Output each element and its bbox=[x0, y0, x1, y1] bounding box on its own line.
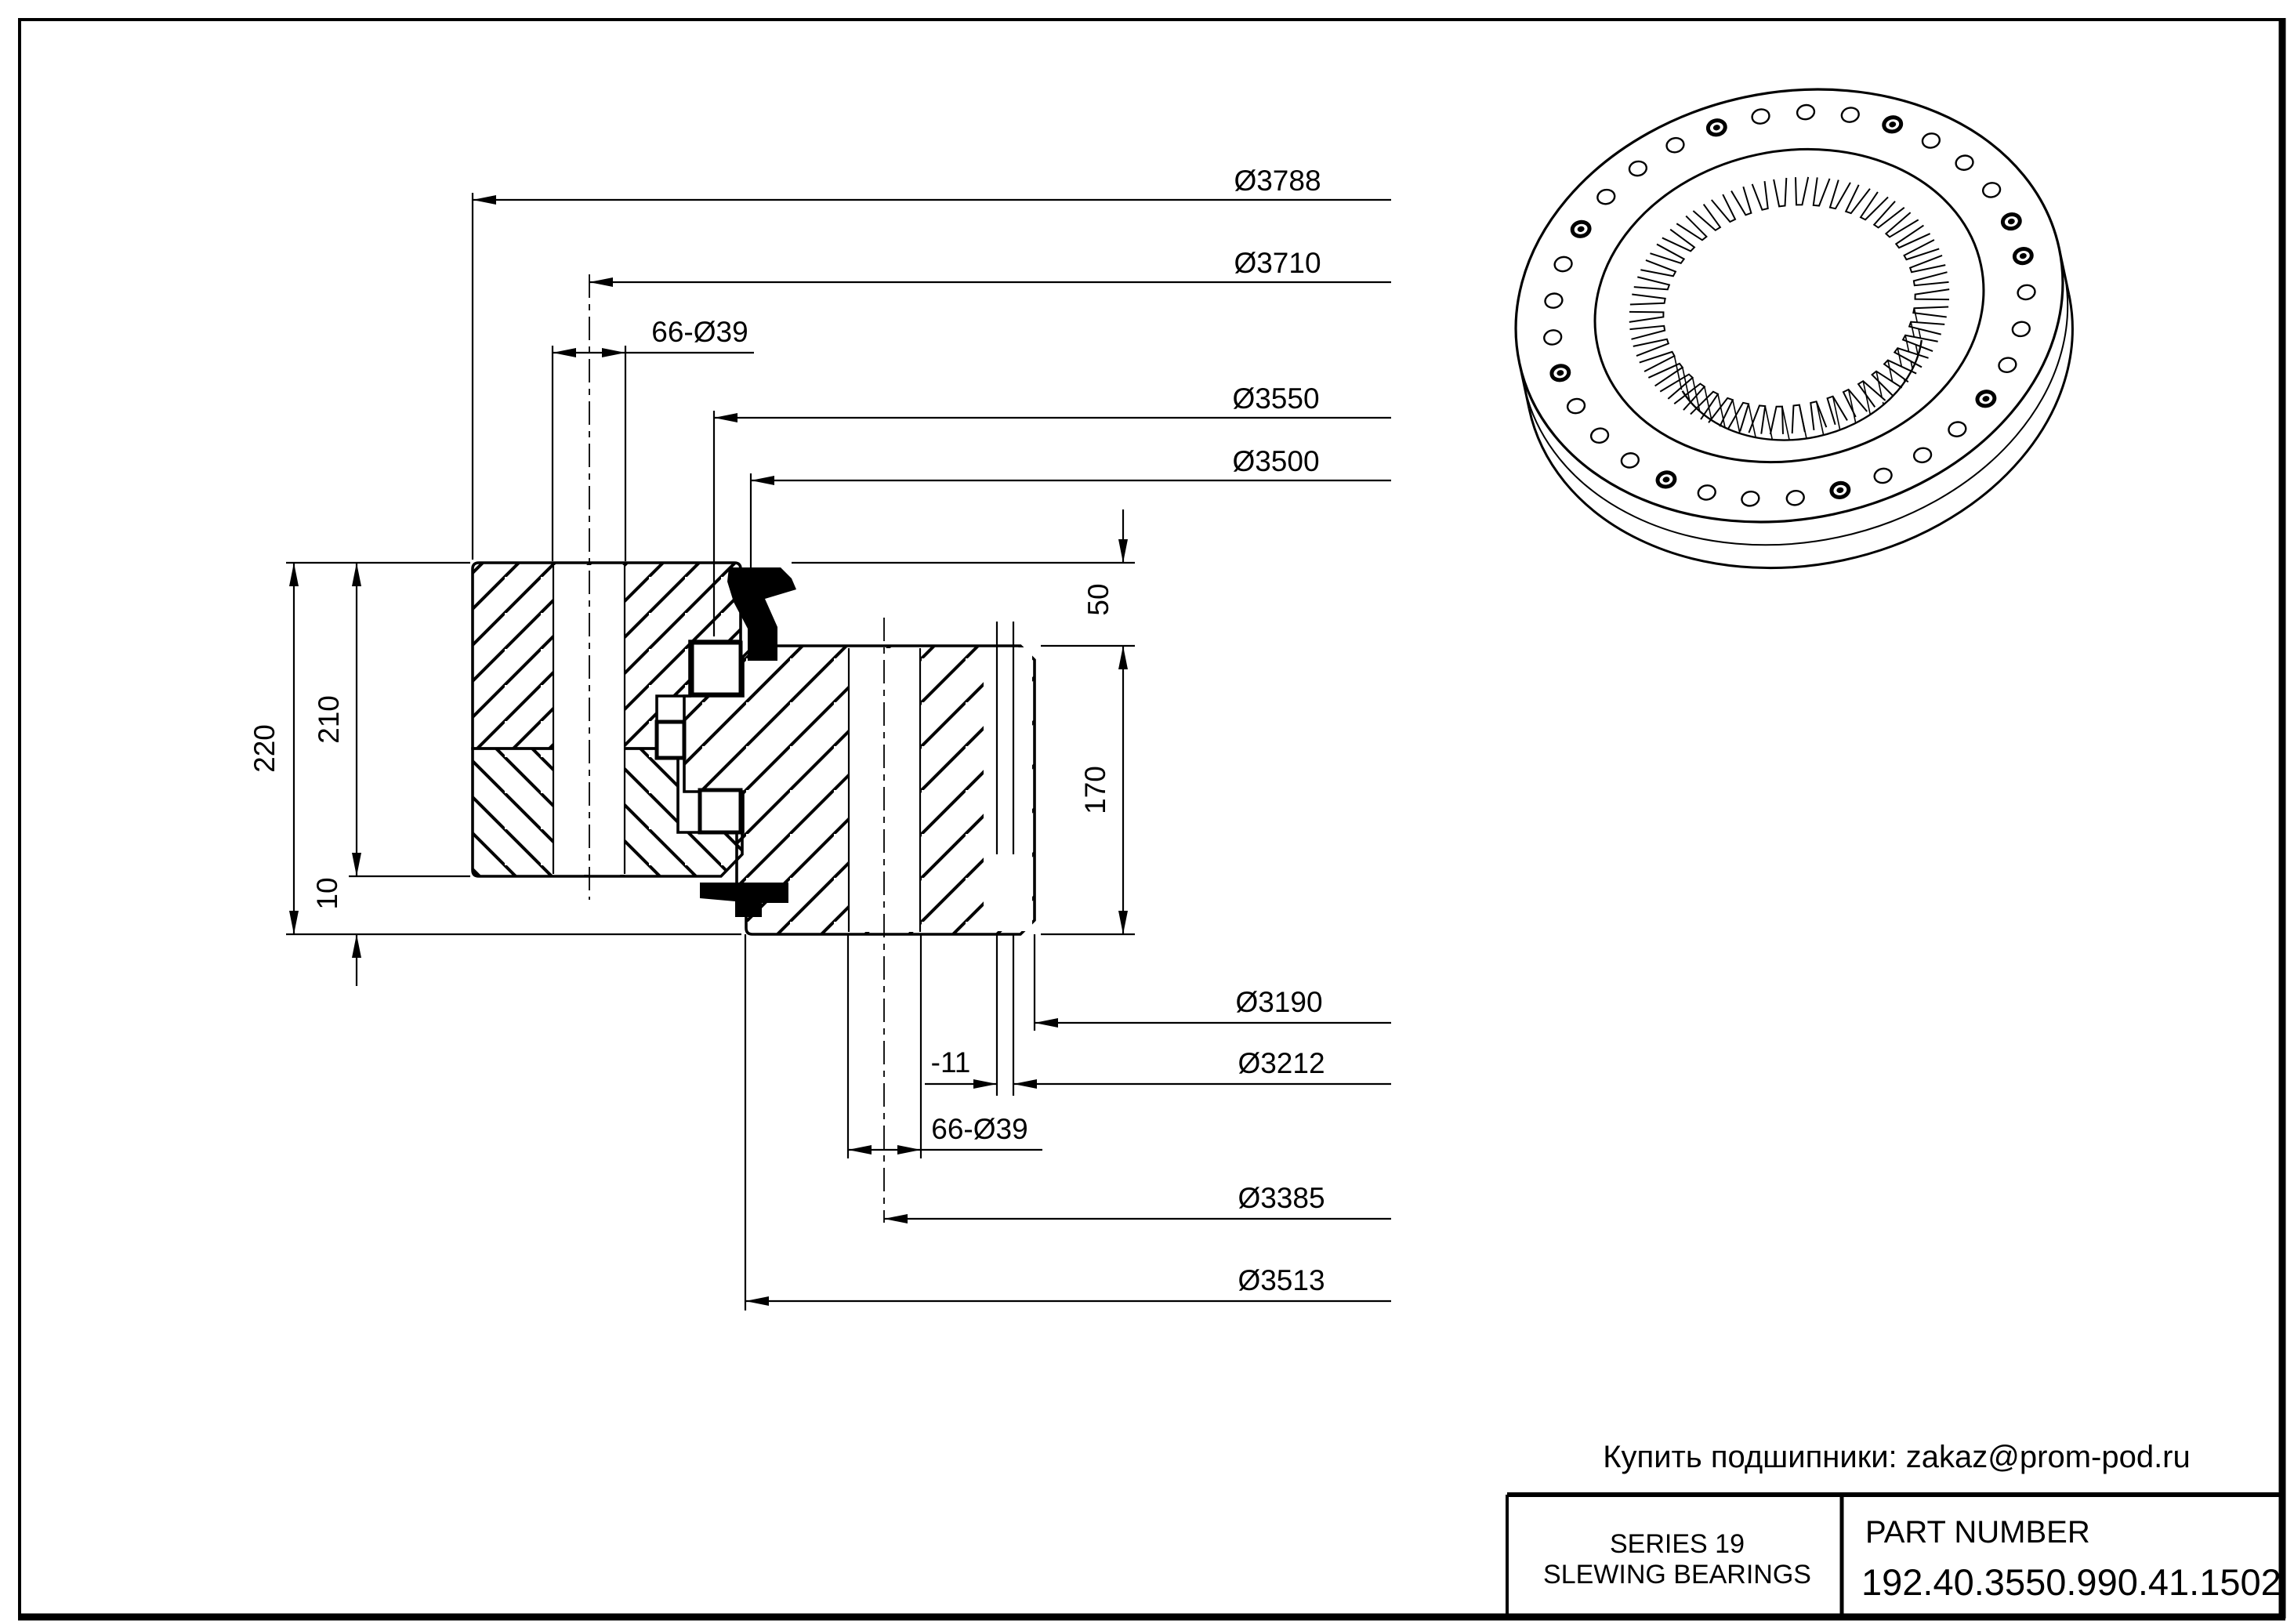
roller-top bbox=[692, 643, 741, 694]
part-number-value: 192.40.3550.990.41.1502 bbox=[1861, 1561, 2281, 1603]
dim-label-outer-holes: 66-Ø39 bbox=[651, 316, 748, 348]
part-number-label: PART NUMBER bbox=[1865, 1515, 2090, 1550]
dim-label-d3513: Ø3513 bbox=[1238, 1264, 1325, 1296]
dim-label-height-220: 220 bbox=[248, 724, 281, 773]
dim-label-outer-diameter: Ø3788 bbox=[1234, 165, 1321, 197]
series-subtitle: SLEWING BEARINGS bbox=[1543, 1560, 1811, 1590]
contact-line: Купить подшипники: zakaz@prom-pod.ru bbox=[1603, 1440, 2191, 1474]
dim-label-d3500: Ø3500 bbox=[1232, 445, 1320, 477]
dim-label-inner-holes: 66-Ø39 bbox=[931, 1113, 1028, 1145]
dim-label-height-170: 170 bbox=[1079, 766, 1111, 814]
dim-label-d3212: Ø3212 bbox=[1238, 1047, 1325, 1079]
dim-label-d3550: Ø3550 bbox=[1232, 382, 1320, 415]
dim-label-outer-bolt-circle: Ø3710 bbox=[1234, 247, 1321, 279]
dim-label-d3190: Ø3190 bbox=[1235, 986, 1323, 1018]
gear-tooth-band bbox=[984, 622, 1032, 931]
roller-middle bbox=[657, 722, 684, 758]
series-title: SERIES 19 bbox=[1610, 1529, 1745, 1559]
roller-bottom bbox=[700, 790, 741, 832]
dim-label-inner-bolt-circle: Ø3385 bbox=[1238, 1182, 1325, 1214]
dim-label-height-50: 50 bbox=[1082, 583, 1114, 616]
dim-label-height-10: 10 bbox=[311, 877, 343, 910]
dim-label-gear-shift: -11 bbox=[930, 1046, 971, 1078]
dim-label-height-210: 210 bbox=[313, 695, 345, 744]
